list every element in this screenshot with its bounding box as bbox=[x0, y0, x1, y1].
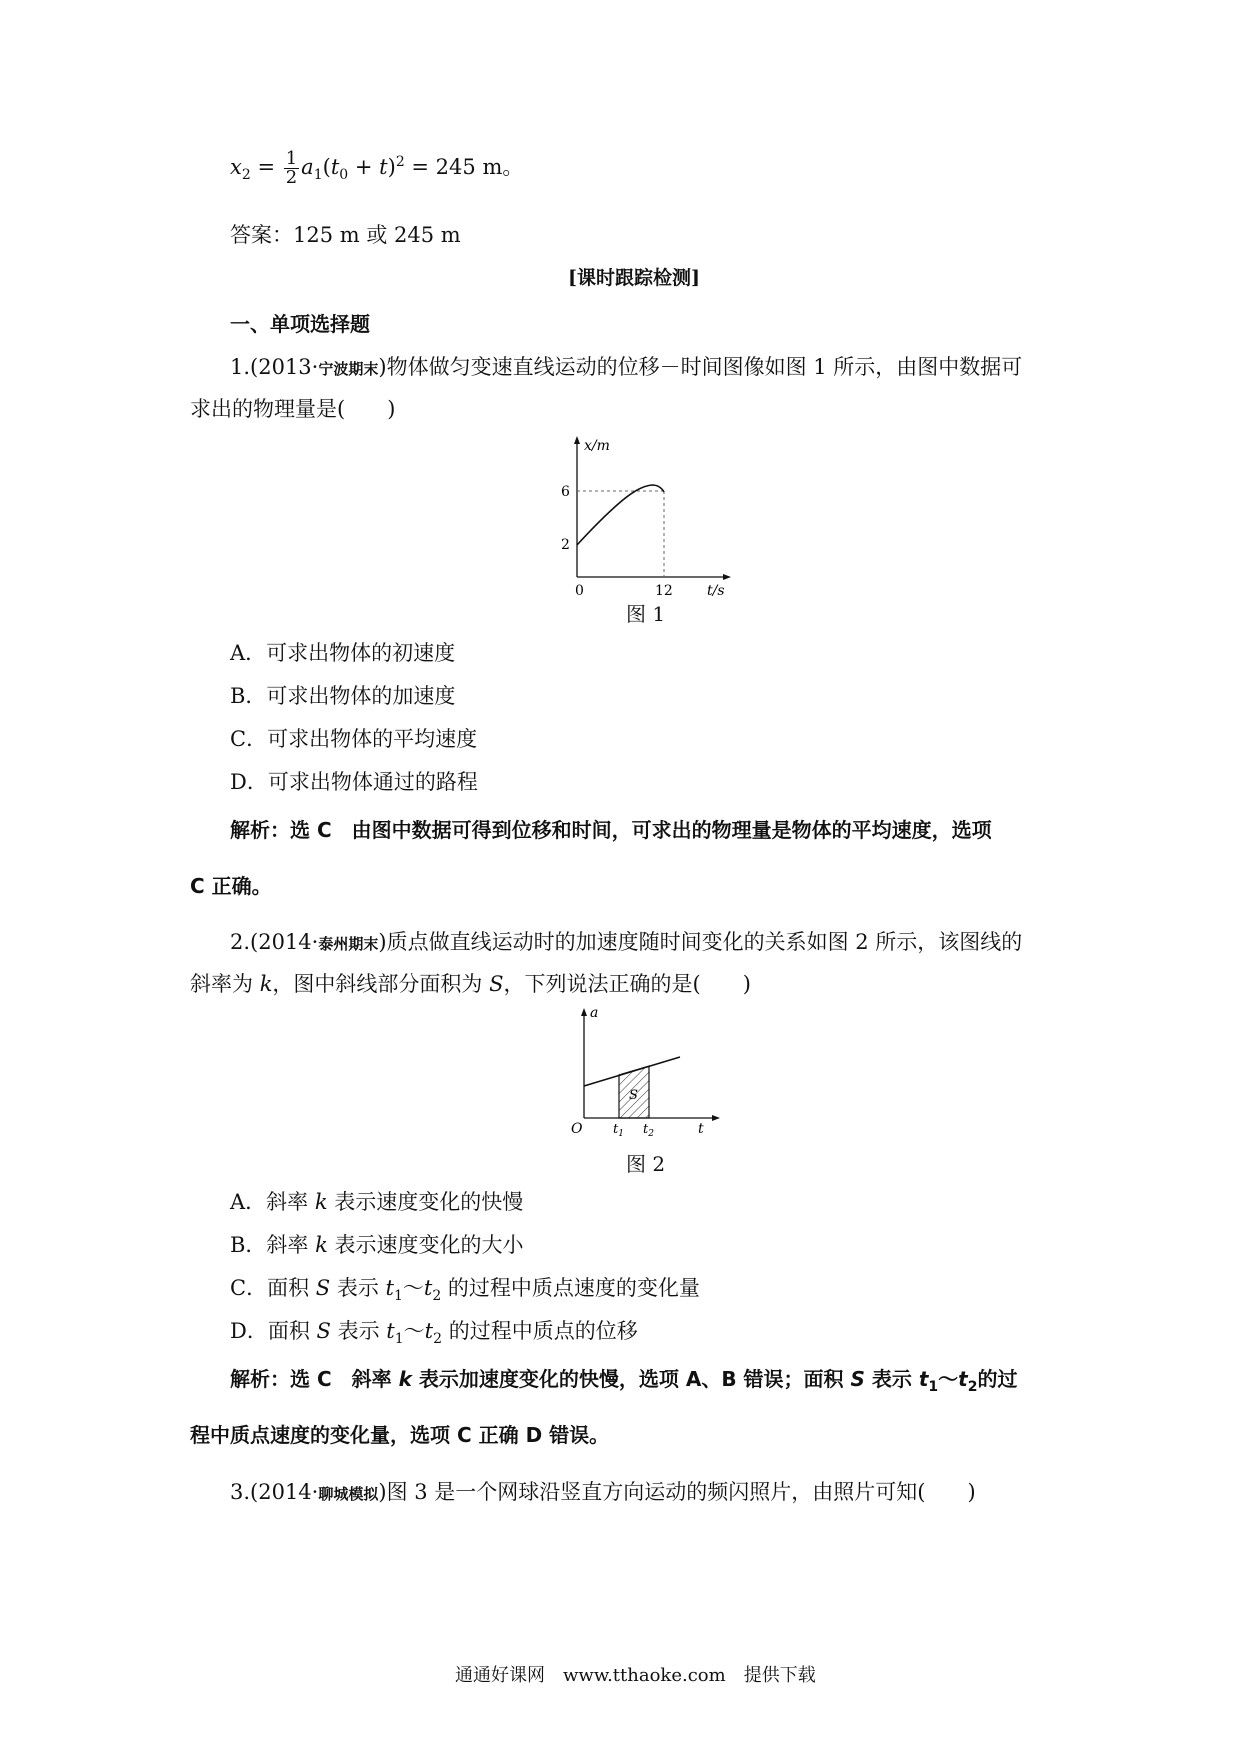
q1-line2: 求出的物理量是( ) bbox=[190, 397, 396, 421]
figure-2-graph bbox=[565, 1003, 725, 1139]
q1-option-b: B．可求出物体的加速度 bbox=[230, 684, 456, 708]
fig2-t1-label: $t_1$ bbox=[613, 1122, 624, 1139]
part-title: 一、单项选择题 bbox=[230, 312, 370, 336]
fig1-x-label: t/s bbox=[707, 583, 725, 599]
formula-line: $x_2$ = $\frac{1}{2}$ $a_1(t_0 + t)^2 = 245$ m。 bbox=[230, 148, 524, 188]
q2-option-d: D．面积 S 表示 $t_1\sim t_2$ 的过程中质点的位移 bbox=[230, 1319, 638, 1348]
page-footer: 通通好课网 www.tthaoke.com 提供下载 bbox=[455, 1665, 816, 1686]
q3-line1: 3.(2014·聊城模拟)图 3 是一个网球沿竖直方向运动的频闪照片，由照片可知( ) bbox=[230, 1480, 976, 1504]
fig1-origin: 0 bbox=[575, 583, 584, 599]
q2-line2: 斜率为 k，图中斜线部分面积为 S，下列说法正确的是( ) bbox=[190, 972, 751, 996]
q2-option-b: B．斜率 k 表示速度变化的大小 bbox=[230, 1233, 524, 1257]
section-title: [课时跟踪检测] bbox=[568, 267, 700, 289]
q2-analysis-line2: 程中质点速度的变化量，选项 C 正确 D 错误。 bbox=[190, 1423, 610, 1447]
q1-analysis-line1: 解析：选 C 由图中数据可得到位移和时间，可求出的物理量是物体的平均速度，选项 bbox=[230, 818, 992, 842]
fig1-tick-12: 12 bbox=[655, 583, 673, 599]
fig1-tick-2: 2 bbox=[561, 537, 570, 553]
figure-1-caption: 图 1 bbox=[626, 602, 666, 626]
figure-2-caption: 图 2 bbox=[626, 1152, 666, 1176]
q1-option-a: A．可求出物体的初速度 bbox=[230, 641, 456, 665]
fig2-area-label: S bbox=[629, 1088, 638, 1103]
q1-line1: 1.(2013·宁波期末)物体做匀变速直线运动的位移－时间图像如图 1 所示，由图中数据可 bbox=[230, 355, 1023, 379]
fig2-x-label: t bbox=[698, 1121, 704, 1137]
q2-analysis-line1: 解析：选 C 斜率 k 表示加速度变化的快慢，选项 A、B 错误；面积 S 表示 $t_1\sim t_2$的过 bbox=[230, 1367, 1018, 1395]
q1-analysis-line2: C 正确。 bbox=[190, 874, 272, 898]
fig1-tick-6: 6 bbox=[561, 484, 570, 500]
fig2-y-label: a bbox=[590, 1005, 599, 1021]
fig2-t2-label: $t_2$ bbox=[643, 1122, 654, 1139]
answer-line: 答案：125 m 或 245 m bbox=[230, 223, 461, 247]
x2-symbol: x bbox=[230, 155, 242, 179]
fig2-origin: O bbox=[571, 1121, 583, 1137]
q2-option-c: C．面积 S 表示 $t_1\sim t_2$ 的过程中质点速度的变化量 bbox=[230, 1276, 700, 1305]
q2-option-a: A．斜率 k 表示速度变化的快慢 bbox=[230, 1190, 524, 1214]
half-fraction: $\frac{1}{2}$ bbox=[285, 148, 298, 188]
q2-line1: 2.(2014·泰州期末)质点做直线运动时的加速度随时间变化的关系如图 2 所示，该图线的 bbox=[230, 930, 1023, 954]
q1-option-c: C．可求出物体的平均速度 bbox=[230, 727, 478, 751]
fig1-y-label: x/m bbox=[584, 438, 610, 454]
q1-option-d: D．可求出物体通过的路程 bbox=[230, 770, 478, 794]
figure-1-graph bbox=[555, 432, 735, 599]
